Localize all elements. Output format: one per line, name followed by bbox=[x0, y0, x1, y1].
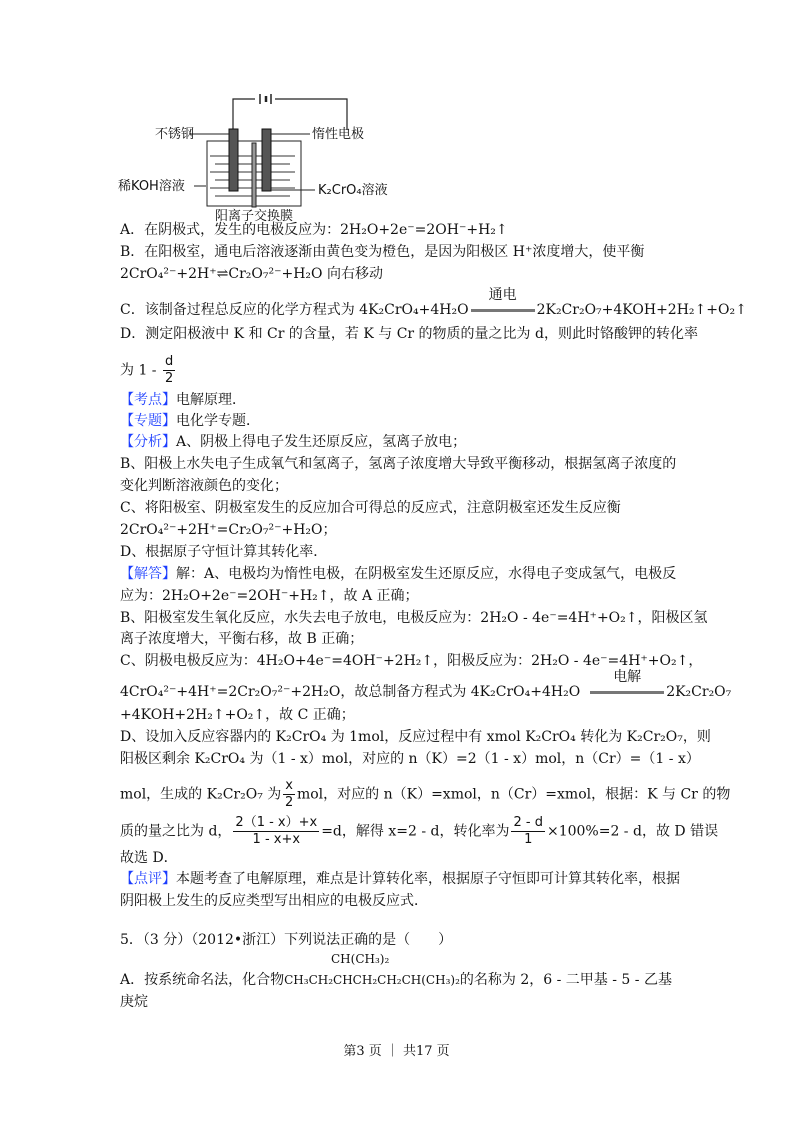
cathode-electrode bbox=[229, 129, 238, 191]
section-text: 解：A、电极均为惰性电极，在阴极室发生还原反应，水得电子变成氢气，电极反 bbox=[176, 566, 677, 582]
equation-right: 2K₂Cr₂O₇+4KOH+2H₂↑+O₂↑ bbox=[536, 302, 747, 318]
option-d: D．测定阳极液中 K 和 Cr 的含量，若 K 与 Cr 的物质的量之比为 d，则此时铬酸钾的转化率 bbox=[120, 326, 698, 342]
fenxi-line: B、阳极上水失电子生成氧气和氢离子，氢离子浓度增大导致平衡移动，根据氢离子浓度的 bbox=[120, 456, 677, 472]
fenxi bbox=[120, 432, 466, 452]
dianping-line: 阴阳极上发生的反应类型写出相应的电极反应式． bbox=[120, 893, 428, 909]
jieda-line: B、阳极室发生氧化反应，水失去电子放电，电极反应为：2H₂O - 4e⁻=4H⁺+O₂↑，阳极区氢 bbox=[120, 610, 708, 626]
fraction bbox=[163, 354, 175, 387]
text: mol，对应的 n（K）=xmol，n（Cr）=xmol，根据：K 与 Cr 的物 bbox=[296, 786, 731, 803]
option-a: A．在阴极式，发生的电极反应为：2H₂O+2e⁻=2OH⁻+H₂↑ bbox=[120, 222, 508, 238]
fraction bbox=[233, 815, 319, 848]
text: ×100%=2 - d，故 D 错误 bbox=[546, 823, 719, 840]
section-tag: 【分析】 bbox=[120, 434, 176, 450]
text: 为 1 - bbox=[120, 362, 161, 379]
ion-exchange-membrane bbox=[252, 143, 256, 207]
jieda-line: 应为：2H₂O+2e⁻=2OH⁻+H₂↑，故 A 正确； bbox=[120, 588, 419, 604]
branch-group: CH(CH₃)₂ bbox=[331, 952, 390, 966]
jieda-line bbox=[120, 815, 718, 848]
question-5-stem: 5．（3 分）（2012•浙江）下列说法正确的是（ ） bbox=[120, 932, 453, 948]
jieda-line: 离子浓度增大，平衡右移，故 B 正确； bbox=[120, 631, 364, 647]
numerator: 2（1 - x）+x bbox=[235, 815, 318, 830]
section-text: 电解原理． bbox=[176, 392, 246, 408]
numerator: x bbox=[285, 778, 293, 793]
membrane-label: 阳离子交换膜 bbox=[215, 209, 294, 224]
answer-choice: 故选 D． bbox=[120, 850, 178, 866]
dianping bbox=[120, 869, 680, 889]
fenxi-line: 2CrO₄²⁻+2H⁺=Cr₂O₇²⁻+H₂O； bbox=[120, 522, 337, 538]
equation-left: 4CrO₄²⁻+4H⁺=2Cr₂O₇²⁻+2H₂O，故总制备方程式为 4K₂CrO₄+4H₂O bbox=[120, 684, 581, 700]
jieda-line: C、阴极电极反应为：4H₂O+4e⁻=4OH⁻+2H₂↑，阳极反应为：2H₂O - 4e⁻=4H⁺+O₂↑， bbox=[120, 653, 703, 669]
option-b-cont: 2CrO₄²⁻+2H⁺⇌Cr₂O₇²⁻+H₂O 向右移动 bbox=[120, 266, 383, 282]
inlet-label: 稀KOH溶液 bbox=[118, 179, 185, 194]
reaction-condition bbox=[590, 669, 664, 702]
numerator: d bbox=[165, 354, 174, 369]
question-5-option-a-cont: 庚烷 bbox=[120, 994, 148, 1010]
jieda-equation bbox=[120, 669, 732, 702]
jieda bbox=[120, 564, 676, 584]
jieda-line bbox=[120, 778, 730, 811]
equation-right: 2K₂Cr₂O₇ bbox=[666, 684, 732, 700]
condition-label: 通电 bbox=[488, 287, 517, 303]
reaction-condition bbox=[471, 287, 535, 320]
denominator: 2 bbox=[164, 371, 174, 386]
denominator: 1 - x+x bbox=[252, 832, 301, 847]
equation-left: C．该制备过程总反应的化学方程式为 4K₂CrO₄+4H₂O bbox=[120, 302, 469, 318]
section-tag: 【解答】 bbox=[120, 566, 176, 582]
outlet-label: K₂CrO₄溶液 bbox=[318, 183, 388, 198]
denominator: 1 bbox=[524, 832, 533, 847]
section-text: 电化学专题． bbox=[176, 413, 260, 429]
option-b: B．在阳极室，通电后溶液逐渐由黄色变为橙色，是因为阳极区 H⁺浓度增大，使平衡 bbox=[120, 244, 645, 260]
text: 的名称为 2，6 - 二甲基 - 5 - 乙基 bbox=[459, 972, 672, 988]
section-text: 本题考查了电解原理，难点是计算转化率，根据原子守恒即可计算其转化率，根据 bbox=[176, 871, 680, 887]
text: A．按系统命名法，化合物 bbox=[120, 972, 285, 988]
section-tag: 【考点】 bbox=[120, 392, 176, 408]
text: =d，解得 x=2 - d，转化率为 bbox=[321, 823, 510, 840]
structural-formula: CH₃CH₂CHCH₂CH₂CH(CH₃)₂ bbox=[284, 973, 460, 987]
anode-electrode bbox=[262, 129, 271, 191]
section-tag: 【专题】 bbox=[120, 413, 176, 429]
denominator: 2 bbox=[284, 795, 294, 810]
kaodian bbox=[120, 390, 246, 410]
fraction bbox=[283, 778, 295, 811]
jieda-line: +4KOH+2H₂↑+O₂↑，故 C 正确； bbox=[120, 707, 355, 723]
page-footer: 第3 页 ｜ 共17 页 bbox=[343, 1044, 450, 1059]
section-text: A、阴极上得电子发生还原反应，氢离子放电； bbox=[176, 434, 467, 450]
cathode-label: 不锈钢 bbox=[155, 127, 195, 142]
option-d-cont bbox=[120, 354, 177, 387]
fraction bbox=[511, 815, 544, 848]
section-tag: 【点评】 bbox=[120, 871, 176, 887]
option-c bbox=[120, 287, 747, 320]
zhuanti bbox=[120, 411, 260, 431]
question-5-option-a bbox=[120, 970, 672, 990]
fenxi-line: D、根据原子守恒计算其转化率． bbox=[120, 544, 328, 560]
electrolysis-diagram bbox=[110, 92, 410, 224]
text: 质的量之比为 d， bbox=[120, 823, 232, 840]
numerator: 2 - d bbox=[513, 815, 543, 830]
fenxi-line: 变化判断溶液颜色的变化； bbox=[120, 478, 288, 494]
text: mol，生成的 K₂Cr₂O₇ 为 bbox=[120, 786, 282, 803]
jieda-line: D、设加入反应容器内的 K₂CrO₄ 为 1mol，反应过程中有 xmol K₂CrO₄ 转化为 K₂Cr₂O₇，则 bbox=[120, 729, 711, 745]
battery-circuit bbox=[233, 99, 347, 130]
jieda-line: 阳极区剩余 K₂CrO₄ 为（1 - x）mol，对应的 n（K）=2（1 - x）mol，n（Cr）=（1 - x） bbox=[120, 751, 700, 767]
condition-label: 电解 bbox=[613, 669, 642, 685]
anode-label: 惰性电极 bbox=[312, 127, 365, 142]
fenxi-line: C、将阳极室、阴极室发生的反应加合可得总的反应式，注意阴极室还发生反应衡 bbox=[120, 500, 621, 516]
